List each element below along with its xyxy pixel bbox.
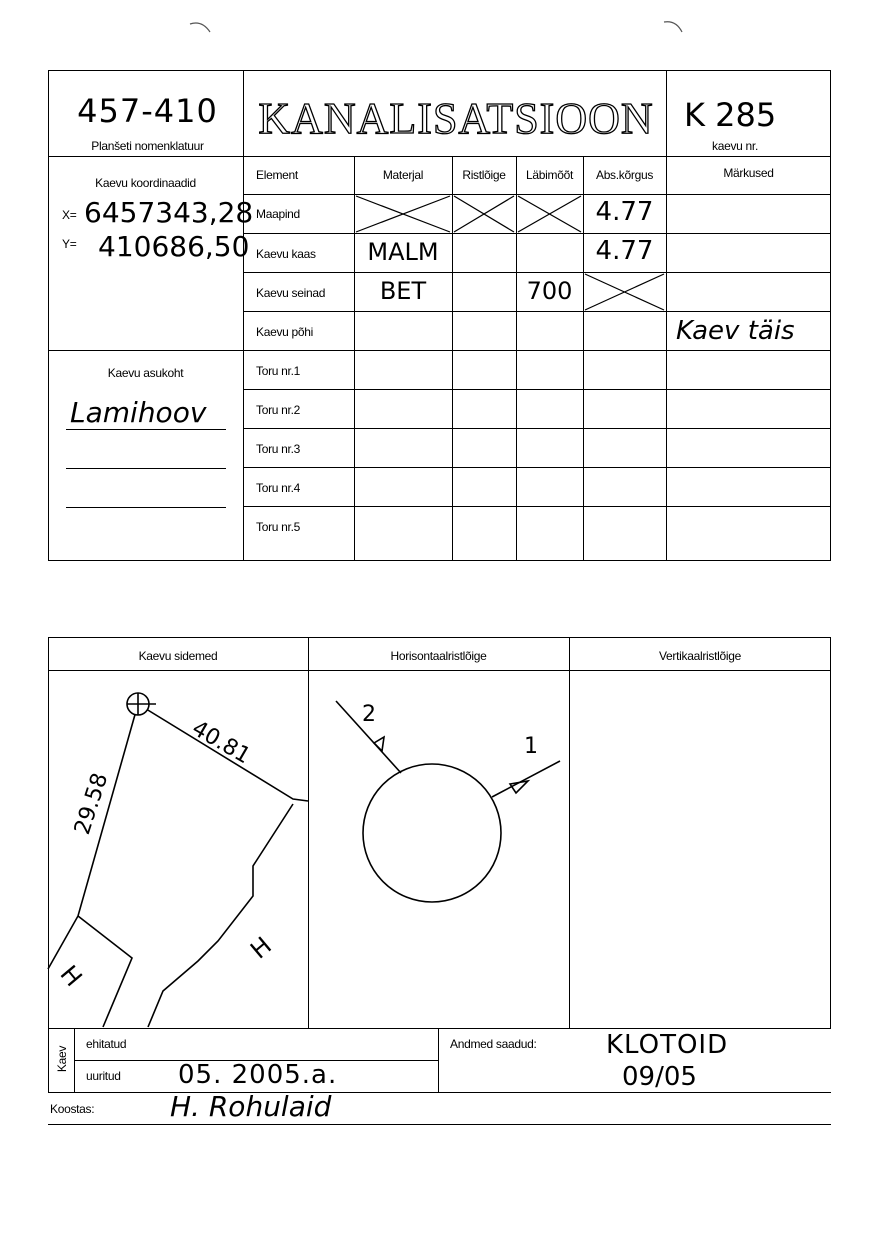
- vertical-section-label: Vertikaalristlõige: [659, 649, 741, 663]
- location-label: Kaevu asukoht: [107, 366, 184, 380]
- location-value: Lamihoov: [70, 396, 207, 429]
- data-source-label: Andmed saadud:: [450, 1037, 537, 1051]
- cell-abs-korgus: 4.77: [595, 236, 654, 266]
- data-source-date: 09/05: [622, 1062, 697, 1092]
- cell-labimoot: 700: [526, 277, 573, 305]
- row-label: Toru nr.3: [256, 442, 300, 456]
- well-label: kaevu nr.: [712, 139, 758, 153]
- row-label: Maapind: [256, 207, 300, 221]
- col-header-markused: Märkused: [723, 166, 774, 180]
- pipe-label: 2: [362, 702, 376, 727]
- col-header-abs-korgus: Abs.kõrgus: [595, 168, 654, 182]
- horizontal-section-sketch: [308, 671, 569, 1027]
- flow-arrow-icon: [510, 781, 528, 793]
- row-label: Toru nr.5: [256, 520, 300, 534]
- well-number: K 285: [684, 96, 777, 134]
- plan-label: Planšeti nomenklatuur: [91, 139, 204, 153]
- y-prefix: Y=: [62, 237, 77, 251]
- surveyed-label: uuritud: [86, 1069, 121, 1083]
- surveyed-value: 05. 2005.a.: [178, 1060, 338, 1090]
- compiler-value: H. Rohulaid: [170, 1090, 332, 1123]
- row-label: Kaevu põhi: [256, 325, 314, 339]
- y-coordinate: 410686,50: [98, 230, 250, 263]
- page-title: KANALISATSIOON: [258, 94, 654, 143]
- ties-label: Kaevu sidemed: [138, 649, 218, 663]
- col-header-ristloige: Ristlõige: [462, 168, 506, 182]
- col-header-element: Element: [256, 168, 298, 182]
- cell-materjal: BET: [379, 277, 427, 305]
- building-mark: H: [54, 960, 88, 992]
- pipe-label: 1: [524, 734, 538, 759]
- punch-mark-left: [188, 18, 228, 58]
- row-label: Kaevu kaas: [256, 247, 316, 261]
- cell-abs-korgus: 4.77: [595, 197, 654, 227]
- row-label: Toru nr.2: [256, 403, 300, 417]
- well-side-label: Kaev: [55, 1045, 69, 1073]
- punch-mark-right: [662, 18, 702, 58]
- building-mark: H: [245, 931, 277, 965]
- plan-number: 457-410: [77, 92, 218, 130]
- tie-distance-2: 29.58: [70, 770, 114, 838]
- x-prefix: X=: [62, 208, 77, 222]
- col-header-labimoot: Läbimõõt: [526, 168, 573, 182]
- col-header-materjal: Materjal: [382, 168, 424, 182]
- coordinates-label: Kaevu koordinaadid: [95, 176, 196, 190]
- x-coordinate: 6457343,28: [84, 196, 254, 229]
- well-marker-icon: [127, 693, 149, 715]
- row-label: Toru nr.1: [256, 364, 300, 378]
- built-label: ehitatud: [86, 1037, 127, 1051]
- row-label: Toru nr.4: [256, 481, 300, 495]
- cell-markused: Kaev täis: [676, 316, 795, 346]
- data-source-value: KLOTOID: [606, 1030, 729, 1060]
- tie-distance-1: 40.81: [187, 716, 255, 770]
- horizontal-section-label: Horisontaalristlõige: [390, 649, 487, 663]
- compiler-label: Koostas:: [50, 1102, 95, 1116]
- row-label: Kaevu seinad: [256, 286, 326, 300]
- cell-materjal: MALM: [367, 238, 439, 266]
